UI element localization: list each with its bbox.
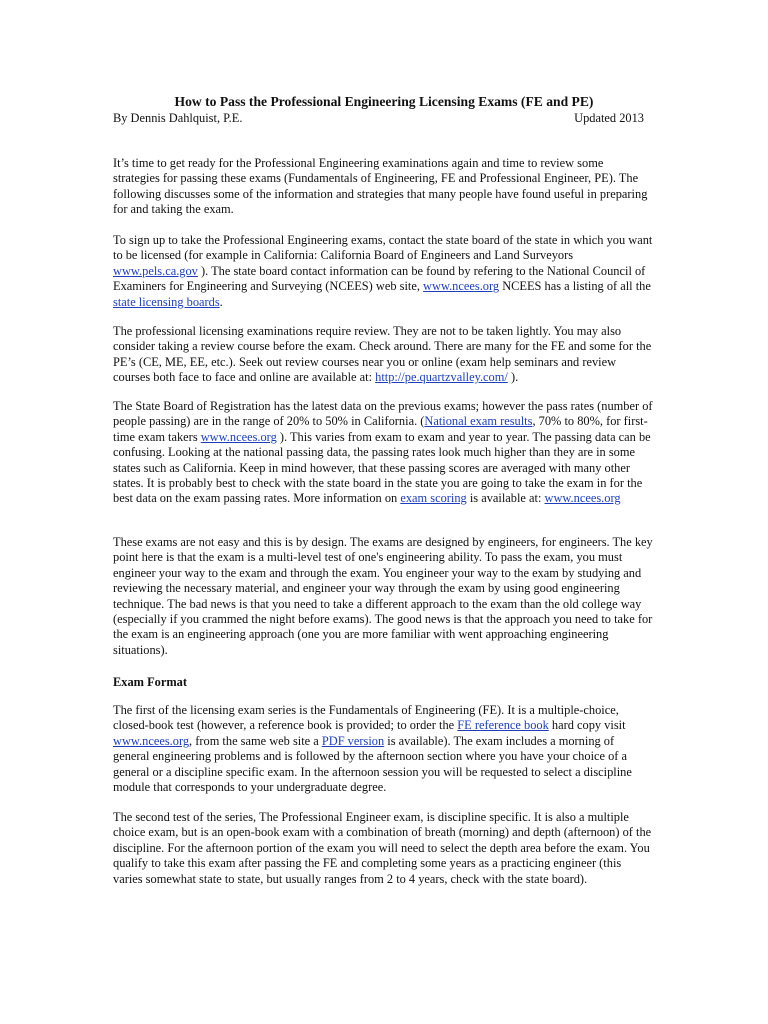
text-run: , 70% to 80%, for first-time exam takers [113, 414, 648, 444]
text-run: The State Board of Registration has the latest data on the previous exams; however the pass rates (number of people passing) are in the range of 20% to 50% in California. ( [113, 399, 653, 429]
link-national-exam-results[interactable]: National exam results [424, 414, 533, 429]
link-ncees[interactable]: www.ncees.org [423, 279, 500, 294]
text-run: hard copy visit [548, 718, 626, 733]
text-run: is available). The exam includes a morning of general engineering problems and is followed by the afternoon section where you have your choice of a general or a discipline specific exam. In the afternoon session you will be requested to select a discipline module that corresponds to your undergraduate degree. [113, 733, 632, 795]
text-run: The first of the licensing exam series is the Fundamentals of Engineering (FE). It is a multiple-choice, closed-book test (however, a reference book is provided; to order the [113, 703, 619, 733]
text-run: ). [507, 370, 519, 385]
text-run: ). The state board contact information can be found by refering to the National Council of Examiners for Engineering and Surveying (NCEES) web site, [113, 263, 646, 294]
link-ncees[interactable]: www.ncees.org [544, 491, 621, 506]
paragraph-fe-exam [113, 703, 653, 795]
text-run: is available at: [466, 491, 545, 506]
link-state-licensing-boards[interactable]: state licensing boards [113, 294, 220, 309]
paragraph-design: These exams are not easy and this is by design. The exams are designed by engineers, for engineers. The key point here is that the exam is a multi-level test of one's engineering ability. To pass the exam, you must engineer your way to the exam and through the exam. You engineer your way to the exam by studying and reviewing the necessary material, and engineer your way through the exam by using good engineering technique. The bad news is that you need to take a different approach to the exam than the old college way (especially if you crammed the night before exams). The good news is that the approach you need to take for the exam is an engineering approach (one you are more familiar with went approaching engineering situations). [113, 535, 653, 657]
link-quartzvalley[interactable]: http://pe.quartzvalley.com/ [375, 370, 508, 385]
paragraph-sign-up [113, 233, 653, 310]
link-pels[interactable]: www.pels.ca.gov [113, 263, 198, 278]
author-line: By Dennis Dahlquist, P.E. [113, 111, 243, 125]
byline [113, 111, 644, 126]
updated-date: Updated 2013 [574, 111, 644, 125]
link-pdf-version[interactable]: PDF version [321, 733, 385, 748]
document-title: How to Pass the Professional Engineering Licensing Exams (FE and PE) [174, 94, 594, 109]
paragraph-intro: It’s time to get ready for the Professional Engineering examinations again and time to review some strategies for passing these exams (Fundamentals of Engineering, FE and Professional Engineer, PE). The following discusses some of the information and strategies that many people have found useful in preparing for and taking the exam. [113, 156, 648, 217]
text-run: , from the same web site a [189, 733, 322, 748]
text-run: NCEES has a listing of all the [499, 279, 651, 294]
paragraph-pass-rates [113, 399, 653, 507]
text-run: To sign up to take the Professional Engineering exams, contact the state board of the state in which you want to be licensed (for example in California: California Board of Engineers and Land Surveyors [113, 233, 653, 263]
section-heading: Exam Format [113, 675, 187, 689]
link-exam-scoring[interactable]: exam scoring [400, 491, 467, 506]
link-fe-reference-book[interactable]: FE reference book [457, 718, 549, 733]
link-ncees[interactable]: www.ncees.org [200, 429, 277, 444]
paragraph-pe-exam: The second test of the series, The Professional Engineer exam, is discipline specific. It is also a multiple choice exam, but is an open-book exam with a combination of breath (morning) and depth (afternoon) of the discipline. For the afternoon portion of the exam you will need to select the depth area before the exam. You qualify to take this exam after passing the FE and completing some years as a practicing engineer (this varies somewhat state to state, but usually ranges from 2 to 4 years, check with the state board). [113, 810, 652, 886]
text-run: The professional licensing examinations require review. They are not to be taken lightly. You may also consider taking a review course before the exam. Check around. There are many for the FE and some for the PE’s (CE, ME, EE, etc.). Seek out review courses near you or online (exam help seminars and review courses both face to face and online are available at: [113, 324, 652, 385]
text-run: ). This varies from exam to exam and year to year. The passing data can be confusing. Looking at the national passing data, the passing rates look much higher than they are in some states such as California. Keep in mind however, that these passing scores are averaged with many other states. It is probably best to check with the state board in the state you are going to take the exam in for the best data on the exam passing rates. More information on [113, 429, 651, 506]
paragraph-review [113, 324, 653, 386]
text-run: . [219, 294, 223, 309]
link-ncees[interactable]: www.ncees.org [113, 733, 190, 748]
